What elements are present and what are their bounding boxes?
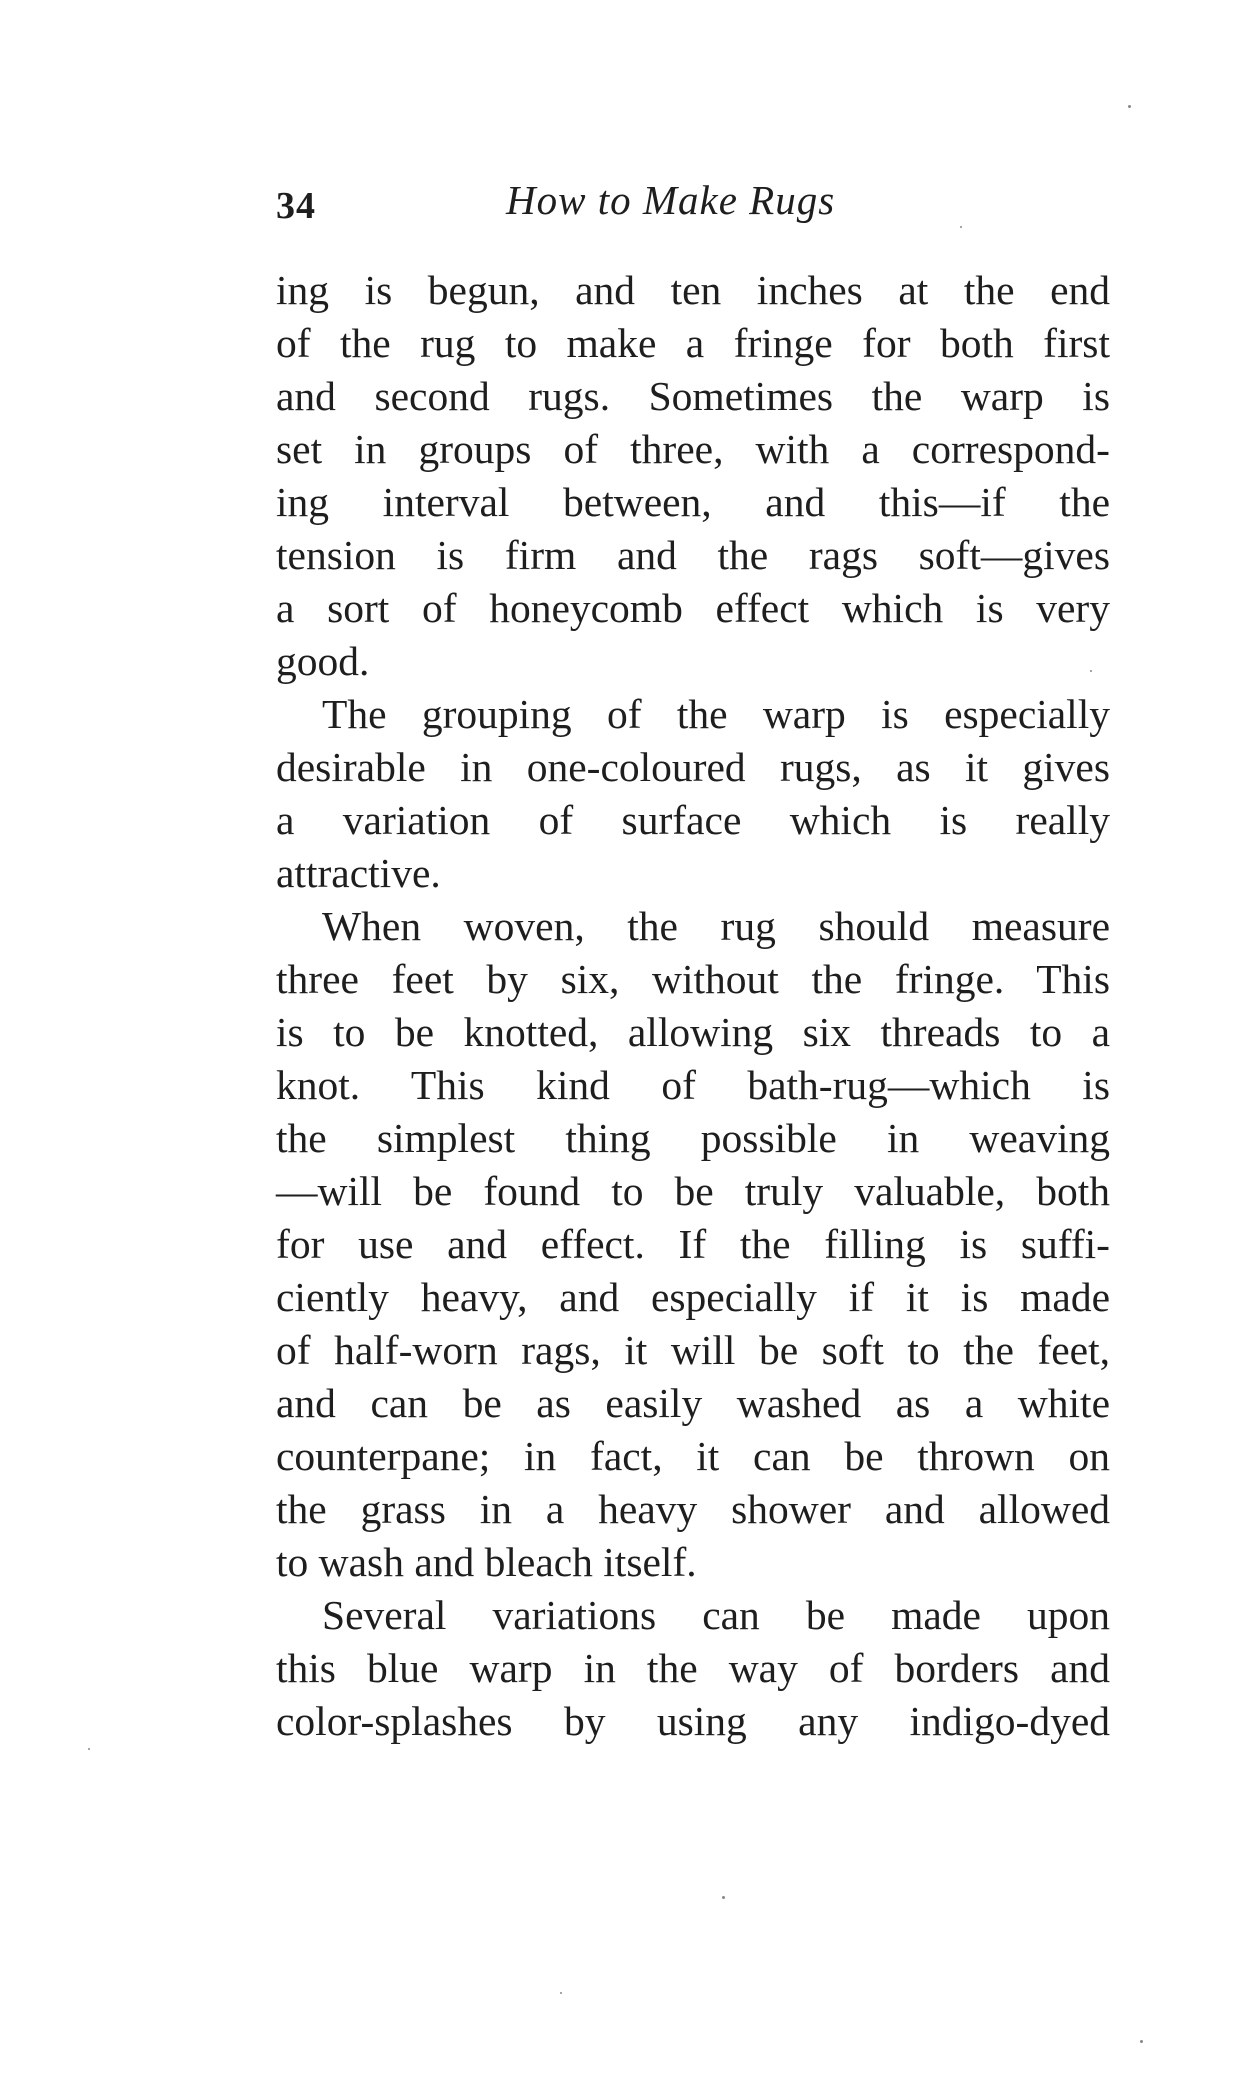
text-line: desirable in one-coloured rugs, as it gives [276, 744, 1110, 790]
text-line: is to be knotted, allowing six threads to a [276, 1009, 1110, 1055]
text-line: a sort of honeycomb effect which is very [276, 585, 1110, 631]
text-line: good. [276, 638, 370, 684]
text-line: this blue warp in the way of borders and [276, 1645, 1110, 1691]
text-line: the simplest thing possible in weaving [276, 1115, 1110, 1161]
text-line: a variation of surface which is really [276, 797, 1110, 843]
text-line: When woven, the rug should measure [322, 903, 1110, 949]
text-line: Several variations can be made upon [322, 1592, 1110, 1638]
text-line: counterpane; in fact, it can be thrown on [276, 1433, 1110, 1479]
text-line: set in groups of three, with a correspond- [276, 426, 1110, 472]
paragraph-1 [276, 264, 1110, 688]
text-line: The grouping of the warp is especially [322, 691, 1110, 737]
text-line: attractive. [276, 850, 441, 896]
text-line: ing interval between, and this—if the [276, 479, 1110, 525]
text-line: color-splashes by using any indigo-dyed [276, 1698, 1110, 1744]
text-line: ing is begun, and ten inches at the end [276, 267, 1110, 313]
text-line: three feet by six, without the fringe. This [276, 956, 1110, 1002]
scan-speck [88, 1748, 90, 1750]
text-line: tension is firm and the rags soft—gives [276, 532, 1110, 578]
text-line: of half-worn rags, it will be soft to the feet, [276, 1327, 1110, 1373]
scan-speck [560, 1992, 562, 1994]
text-line: and can be as easily washed as a white [276, 1380, 1110, 1426]
paragraph-3 [276, 900, 1110, 1589]
text-line: and second rugs. Sometimes the warp is [276, 373, 1110, 419]
scan-speck [1090, 670, 1092, 672]
paragraph-4 [276, 1589, 1110, 1748]
scan-speck [960, 226, 962, 228]
running-title: How to Make Rugs [506, 177, 836, 223]
text-line: for use and effect. If the filling is suffi- [276, 1221, 1110, 1267]
page-number: 34 [276, 185, 316, 227]
paragraph-2 [276, 688, 1110, 900]
scan-speck [1140, 2040, 1143, 2043]
text-line: of the rug to make a fringe for both first [276, 320, 1110, 366]
text-line: knot. This kind of bath-rug—which is [276, 1062, 1110, 1108]
text-line: to wash and bleach itself. [276, 1539, 697, 1585]
scan-speck [722, 1896, 725, 1899]
body-text [276, 264, 1110, 1748]
scan-speck [1128, 105, 1131, 108]
text-line: the grass in a heavy shower and allowed [276, 1486, 1110, 1532]
running-head [276, 176, 1110, 236]
text-line: ciently heavy, and especially if it is made [276, 1274, 1110, 1320]
text-line: —will be found to be truly valuable, both [276, 1168, 1110, 1214]
